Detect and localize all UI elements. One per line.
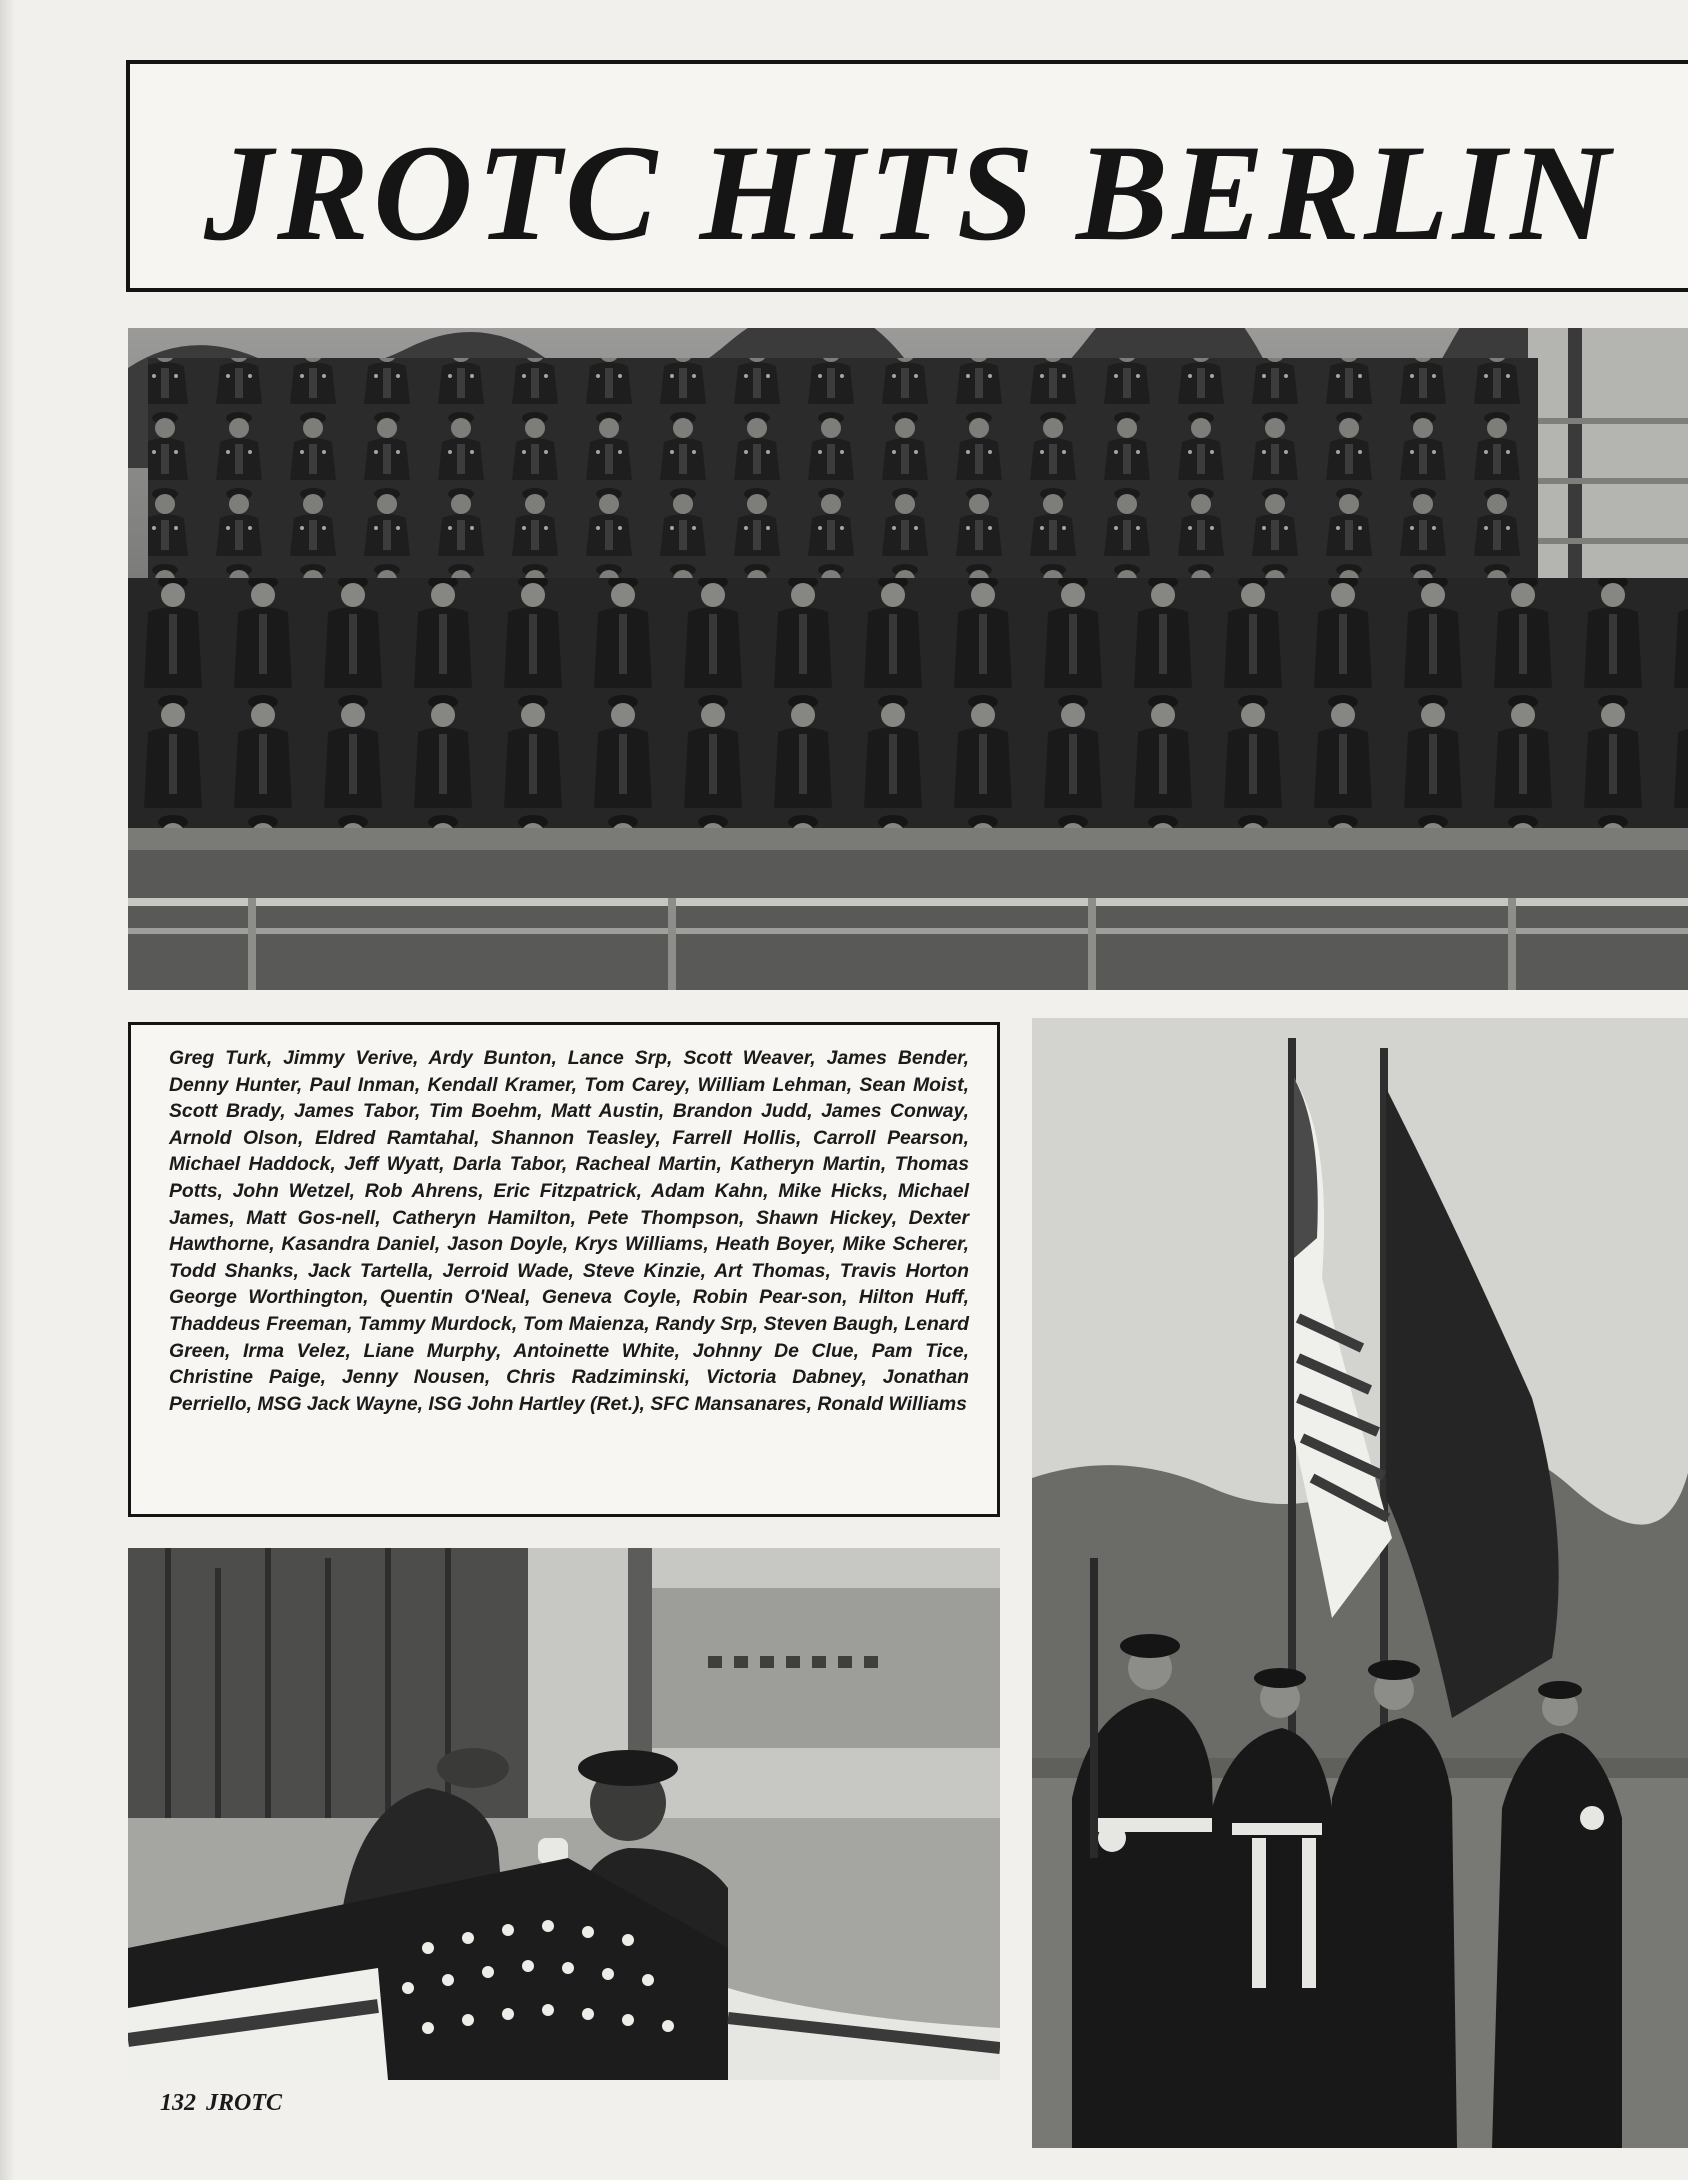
color-guard-photo <box>1032 1018 1688 2148</box>
names-caption: Greg Turk, Jimmy Verive, Ardy Bunton, Lance Srp, Scott Weaver, James Bender, Denny Hunter, Paul Inman, Kendall Kramer, Tom Carey, William Lehman, Sean Moist, Scott Brady, James Tabor, Tim Boehm, Matt Austin, Brandon Judd, James Conway, Arnold Olson, Eldred Ramtahal, Shannon Teasley, Farrell Hollis, Carroll Pearson, Michael Haddock, Jeff Wyatt, Darla Tabor, Racheal Martin, Katheryn Martin, Thomas Potts, John Wetzel, Rob Ahrens, Eric Fitzpatrick, Adam Kahn, Mike Hicks, Michael James, Matt Gos-nell, Catheryn Hamilton, Pete Thompson, Shawn Hickey, Dexter Hawthorne, Kasandra Daniel, Jason Doyle, Krys Williams, Heath Boyer, Mike Scherer, Todd Shanks, Jack Tartella, Jerroid Wade, Steve Kinzie, Art Thomas, Travis Horton George Worthington, Quentin O'Neal, Geneva Coyle, Robin Pear-son, Hilton Huff, Thaddeus Freeman, Tammy Murdock, Tom Maienza, Randy Srp, Steven Baugh, Lenard Green, Irma Velez, Liane Murphy, Antoinette White, Johnny De Clue, Pam Tice, Christine Paige, Jenny Nousen, Chris Radziminski, Victoria Dabney, Jonathan Perriello, MSG Jack Wayne, ISG John Hartley (Ret.), SFC Mansanares, Ronald Williams <box>169 1047 969 1415</box>
page-binding-edge <box>0 0 14 2180</box>
title-banner <box>126 60 1688 292</box>
group-photo <box>128 328 1688 990</box>
section-name: JROTC <box>206 2090 283 2116</box>
page-folio <box>160 2090 292 2117</box>
names-caption-box <box>128 1022 1000 1517</box>
group-photo-graphic <box>128 328 1688 990</box>
flag-fold-graphic <box>128 1548 1000 2080</box>
color-guard-graphic <box>1032 1018 1688 2148</box>
flag-fold-photo <box>128 1548 1000 2080</box>
page-number: 132 <box>160 2090 196 2116</box>
page-title: JROTC HITS BERLIN <box>204 116 1614 269</box>
